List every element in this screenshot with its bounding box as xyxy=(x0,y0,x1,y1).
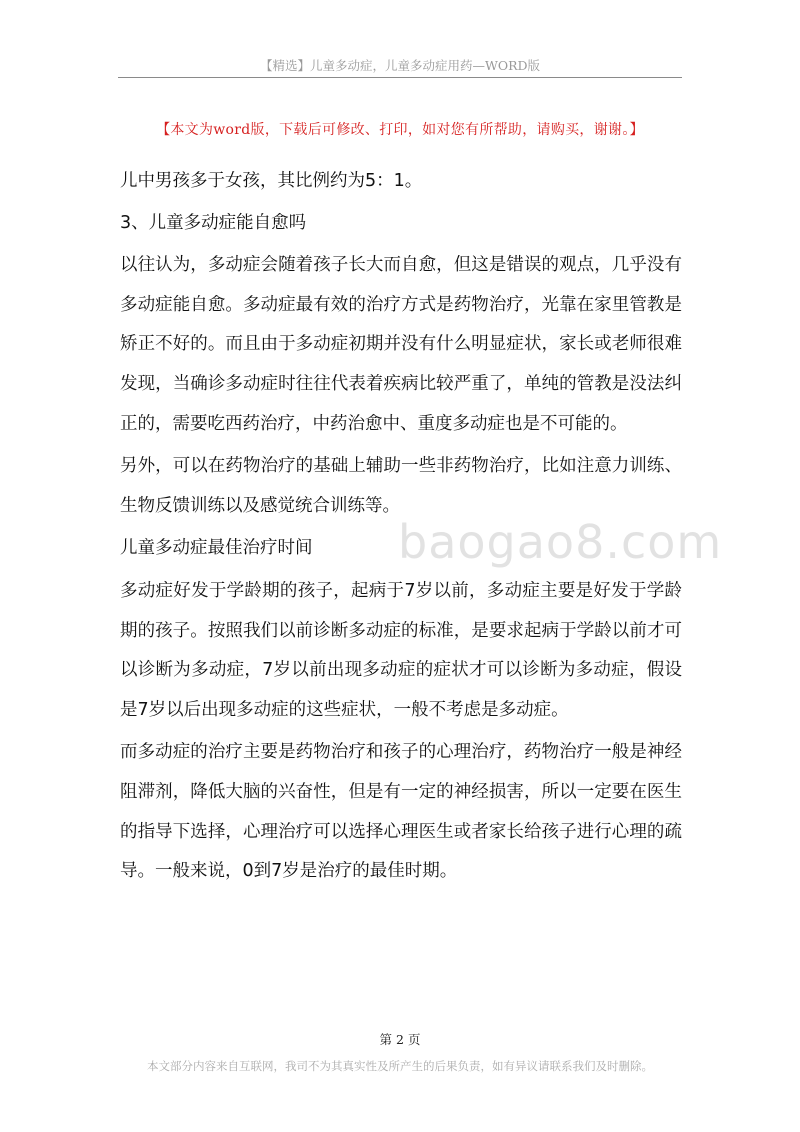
document-body xyxy=(120,162,682,895)
section-heading: 3、儿童多动症能自愈吗 xyxy=(120,212,307,233)
watermark-text: baogao8.com xyxy=(398,515,723,569)
paragraph: 另外，可以在药物治疗的基础上辅助一些非药物治疗，比如注意力训练、生物反馈训练以及感觉统合训练等。 xyxy=(120,456,682,516)
page-footer-disclaimer: 本文部分内容来自互联网，我司不为其真实性及所产生的后果负责，如有异议请联系我们及时删除。 xyxy=(147,1059,653,1073)
header-divider xyxy=(118,77,682,78)
paragraph: 多动症好发于学龄期的孩子，起病于7岁以前，多动症主要是好发于学龄期的孩子。按照我们以前诊断多动症的标准，是要求起病于学龄以前才可以诊断为多动症，7岁以前出现多动症的症状才可以诊断为多动症，假设是7岁以后出现多动症的这些症状，一般不考虑是多动症。 xyxy=(120,580,682,720)
page-header: 【精选】儿童多动症，儿童多动症用药—WORD版 xyxy=(259,58,541,73)
purchase-notice: 【本文为word版，下载后可修改、打印，如对您有所帮助，请购买，谢谢。】 xyxy=(156,122,644,138)
section-heading: 儿童多动症最佳治疗时间 xyxy=(120,538,313,559)
page-number: 第 2 页 xyxy=(379,1032,421,1047)
paragraph: 以往认为，多动症会随着孩子长大而自愈，但这是错误的观点，几乎没有多动症能自愈。多动症最有效的治疗方式是药物治疗，光靠在家里管教是矫正不好的。而且由于多动症初期并没有什么明显症状，家长或老师很难发现，当确诊多动症时往往代表着疾病比较严重了，单纯的管教是没法纠正的，需要吃西药治疗，中药治愈中、重度多动症也是不可能的。 xyxy=(120,255,682,434)
paragraph: 儿中男孩多于女孩，其比例约为5：1。 xyxy=(120,171,423,191)
paragraph: 而多动症的治疗主要是药物治疗和孩子的心理治疗，药物治疗一般是神经阻滞剂，降低大脑的兴奋性，但是有一定的神经损害，所以一定要在医生的指导下选择，心理治疗可以选择心理医生或者家长给孩子进行心理的疏导。一般来说，0到7岁是治疗的最佳时期。 xyxy=(120,742,682,882)
